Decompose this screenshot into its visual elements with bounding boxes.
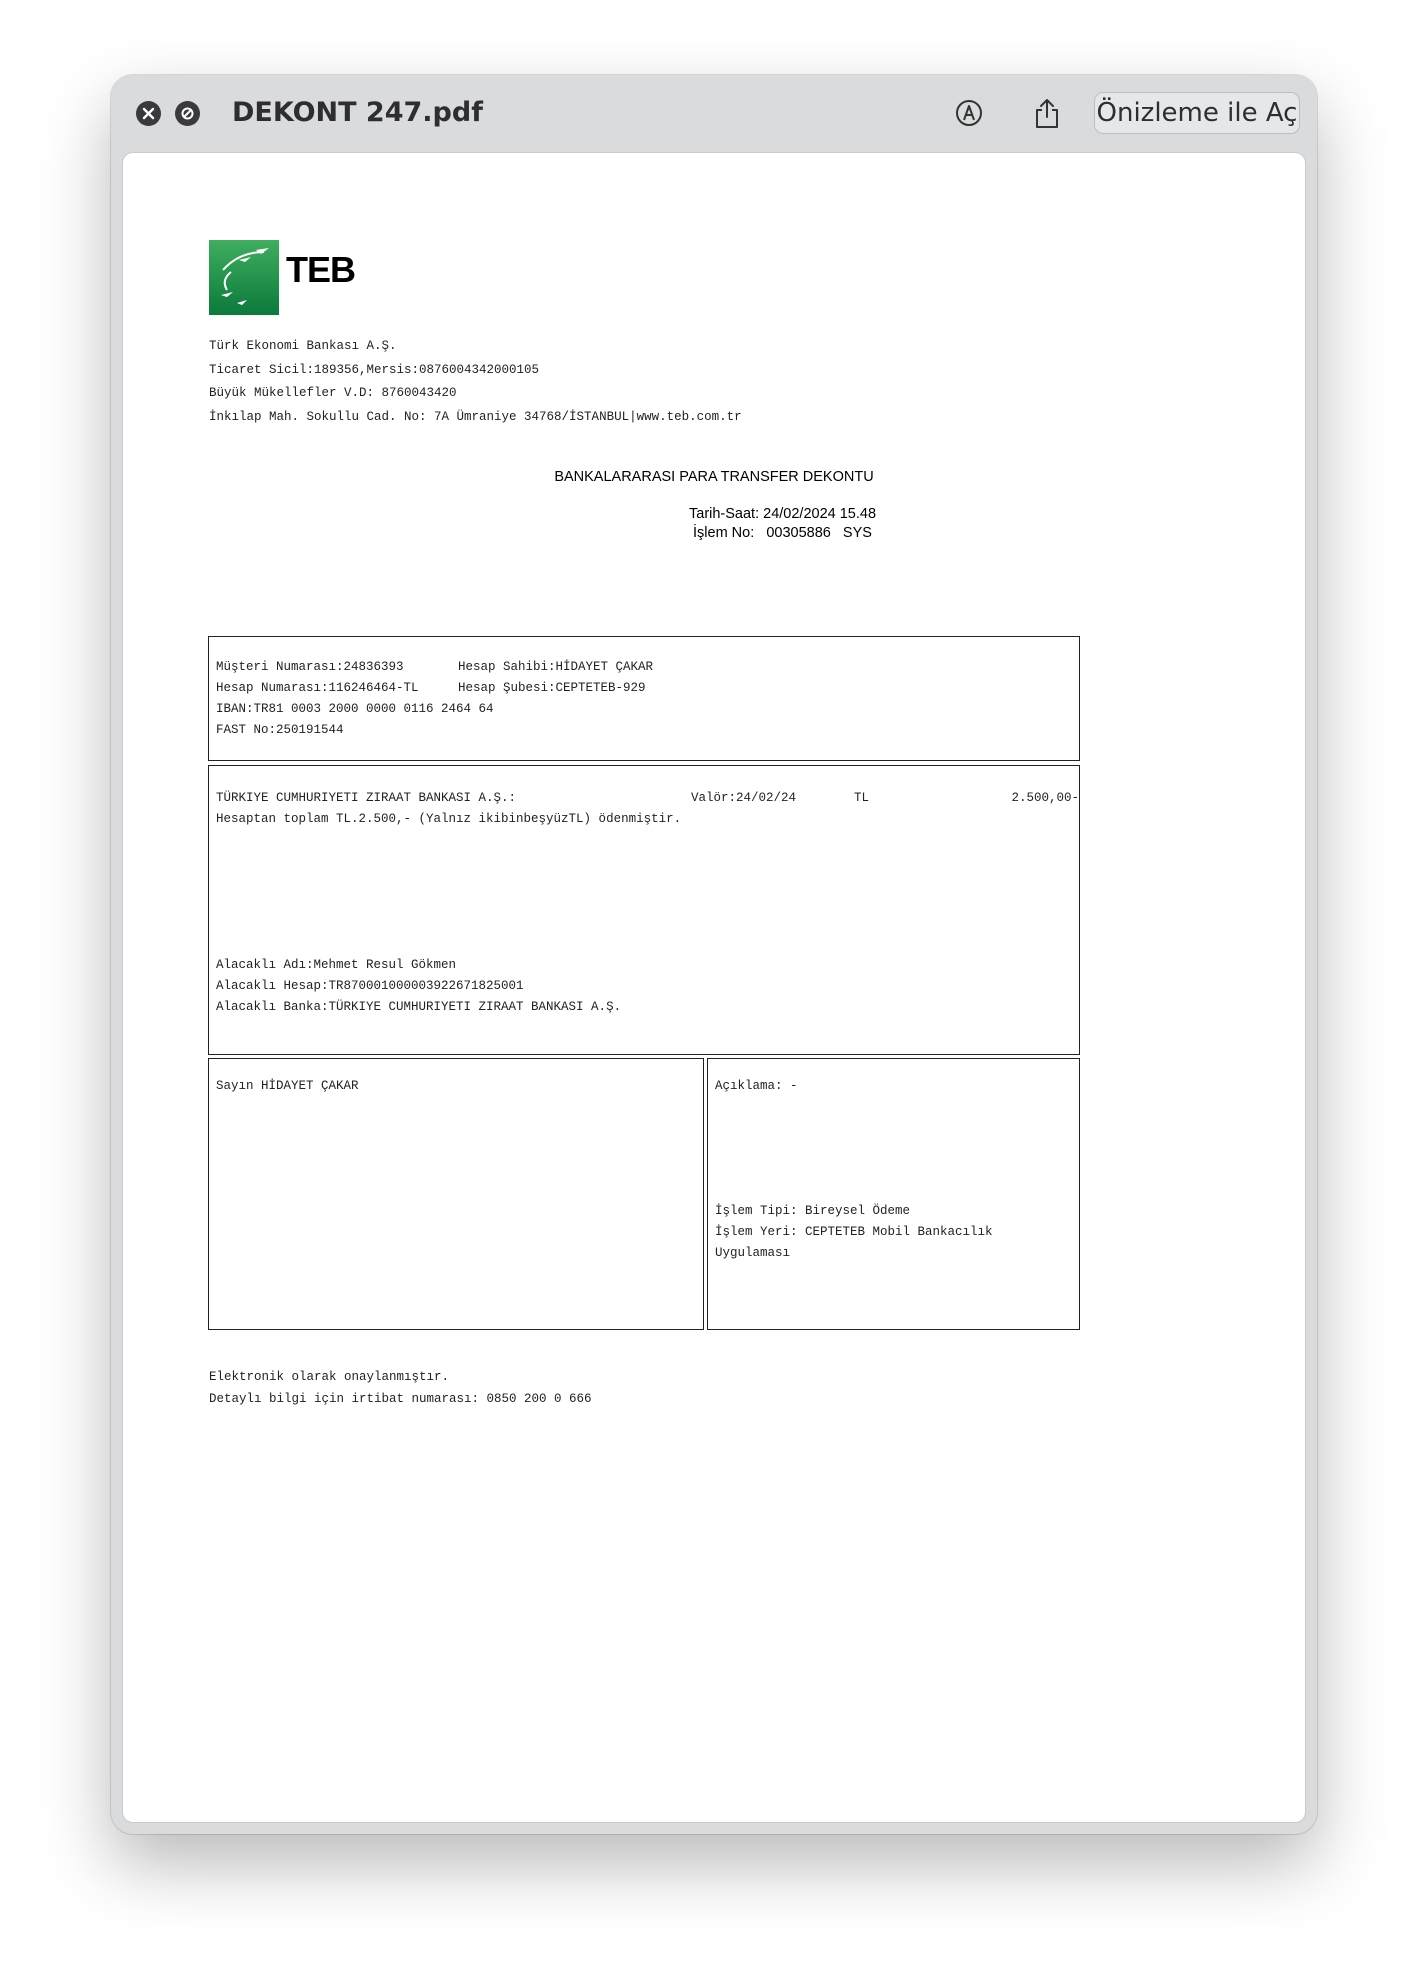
recipient-name: Alacaklı Adı:Mehmet Resul Gökmen (216, 958, 457, 972)
fast-no: FAST No:250191544 (216, 723, 344, 737)
greeting-box (208, 1058, 704, 1330)
account-holder: Hesap Sahibi:HİDAYET ÇAKAR (458, 660, 654, 674)
document-title: BANKALARARASI PARA TRANSFER DEKONTU (554, 469, 874, 485)
transaction-no: İşlem No: 00305886 SYS (693, 525, 872, 541)
bank-info-line: Ticaret Sicil:189356,Mersis:0876004342000105 (209, 362, 540, 377)
description: Açıklama: - (715, 1079, 798, 1093)
pdf-page (123, 153, 1305, 1822)
title-bar (111, 75, 1317, 153)
customer-no: Müşteri Numarası:24836393 (216, 660, 404, 674)
transaction-place-cont: Uygulaması (715, 1246, 791, 1260)
footer-line: Detaylı bilgi için irtibat numarası: 0850 200 0 666 (209, 1392, 592, 1406)
recipient-bank: Alacaklı Banka:TÜRKIYE CUMHURIYETI ZIRAAT BANKASI A.Ş. (216, 1000, 622, 1014)
iban: IBAN:TR81 0003 2000 0000 0116 2464 64 (216, 702, 494, 716)
no-entry-icon[interactable] (175, 101, 200, 126)
account-box (208, 636, 1080, 761)
markup-icon[interactable] (952, 95, 986, 131)
window-title: DEKONT 247.pdf (232, 97, 483, 128)
amount: 2.500,00- (1011, 791, 1079, 805)
details-box (707, 1058, 1080, 1330)
transaction-meta (689, 505, 876, 543)
bank-info-line: Türk Ekonomi Bankası A.Ş. (209, 339, 397, 353)
bank-info-line: İnkılap Mah. Sokullu Cad. No: 7A Ümraniye 34768/İSTANBUL|www.teb.com.tr (209, 409, 742, 424)
bank-info-line: Büyük Mükellefler V.D: 8760043420 (209, 386, 457, 400)
payment-summary: Hesaptan toplam TL.2.500,- (Yalnız ikibinbeşyüzTL) ödenmiştir. (216, 812, 682, 826)
teb-logo-icon (209, 240, 279, 315)
branch: Hesap Şubesi:CEPTETEB-929 (458, 681, 646, 695)
bank-info (209, 335, 742, 429)
quicklook-window (111, 75, 1317, 1834)
close-icon[interactable] (136, 101, 161, 126)
greeting: Sayın HİDAYET ÇAKAR (216, 1079, 359, 1093)
footer (209, 1366, 592, 1410)
transaction-place: İşlem Yeri: CEPTETEB Mobil Bankacılık (715, 1225, 993, 1239)
logo-text: TEB (286, 249, 355, 290)
value-date: Valör:24/02/24 (691, 791, 797, 805)
receiver-bank: TÜRKIYE CUMHURIYETI ZIRAAT BANKASI A.Ş.: (216, 791, 517, 805)
datetime: Tarih-Saat: 24/02/2024 15.48 (689, 506, 877, 522)
currency: TL (854, 791, 870, 805)
footer-line: Elektronik olarak onaylanmıştır. (209, 1370, 450, 1384)
share-icon[interactable] (1030, 95, 1064, 131)
transaction-type: İşlem Tipi: Bireysel Ödeme (715, 1204, 911, 1218)
recipient-account: Alacaklı Hesap:TR870001000003922671825001 (216, 979, 524, 993)
account-no: Hesap Numarası:116246464-TL (216, 681, 419, 695)
open-with-preview-button[interactable]: Önizleme ile Aç (1094, 92, 1300, 134)
transfer-box (208, 765, 1080, 1055)
